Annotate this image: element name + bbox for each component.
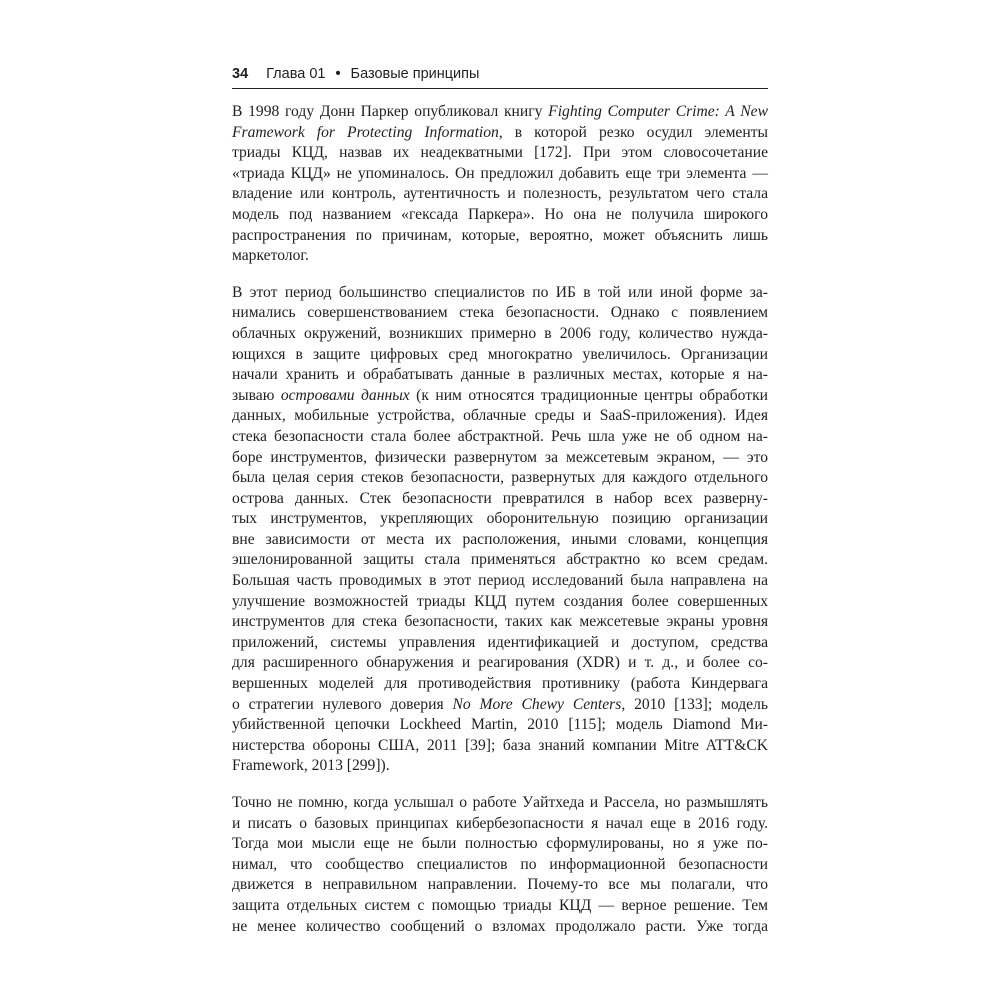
text-line bbox=[232, 345, 768, 366]
text-line bbox=[232, 695, 768, 716]
text-line bbox=[232, 736, 768, 757]
text-run: Framework, 2013 [299]). bbox=[232, 757, 390, 775]
text-run: владение или контроль, аутентичность и полезность, результатом чего стала bbox=[232, 185, 768, 203]
text-run: для расширенного обнаружения и реагирования (XDR) и т. д., и более со- bbox=[232, 654, 768, 672]
text-line bbox=[232, 814, 768, 835]
text-run: боре инструментов, физически развернутом за межсетевым экраном, — это bbox=[232, 448, 768, 466]
text-line bbox=[232, 756, 768, 777]
chapter-label: Глава 01 bbox=[266, 66, 326, 82]
text-run: инструментов для стека безопасности, таких как межсетевые экраны уровня bbox=[232, 613, 768, 631]
text-run: Большая часть проводимых в этот период исследований была направлена на bbox=[232, 572, 768, 590]
text-run: начали хранить и обрабатывать данные в различных местах, которые я на- bbox=[232, 366, 768, 384]
text-line bbox=[232, 571, 768, 592]
paragraph bbox=[232, 793, 768, 937]
text-run: о стратегии нулевого доверия bbox=[232, 695, 453, 713]
italic-title-run: островами данных bbox=[280, 386, 410, 404]
text-run: вершенных моделей для противодействия противнику (работа Киндервага bbox=[232, 675, 768, 693]
running-head bbox=[232, 64, 768, 89]
text-run: зываю bbox=[232, 386, 281, 404]
text-run: тых инструментов, укрепляющих оборонительную позицию организации bbox=[232, 510, 768, 528]
text-run: вне зависимости от места их расположения, иными словами, концепция bbox=[232, 530, 768, 548]
text-run: и писать о базовых принципах кибербезопасности я начал еще в 2016 году. bbox=[232, 814, 768, 832]
text-line bbox=[232, 427, 768, 448]
paragraph bbox=[232, 102, 768, 267]
text-run: нимались совершенствованием стека безопасности. Однако с появлением bbox=[232, 304, 768, 322]
text-line bbox=[232, 633, 768, 654]
text-line bbox=[232, 164, 768, 185]
text-run: маркетолог. bbox=[232, 247, 309, 265]
text-run: облачных окружений, возникших примерно в 2006 году, количество нужда- bbox=[232, 324, 768, 342]
text-line bbox=[232, 102, 768, 123]
text-run: эшелонированной защиты стала применяться абстрактно ко всем средам. bbox=[232, 551, 768, 569]
text-run: , в которой резко осудил элементы bbox=[498, 123, 768, 141]
text-run: , 2010 [133]; модель bbox=[621, 695, 768, 713]
text-run: нистерства обороны США, 2011 [39]; база знаний компании Mitre ATT&CK bbox=[232, 736, 768, 754]
text-run: улучшение возможностей триады КЦД путем создания более совершенных bbox=[232, 592, 768, 610]
text-line bbox=[232, 324, 768, 345]
italic-title-run: Framework for Protecting Information bbox=[232, 123, 499, 141]
text-line bbox=[232, 530, 768, 551]
text-run: стека безопасности стала более абстрактной. Речь шла уже не об одном на- bbox=[232, 427, 768, 445]
text-run: (к ним относятся традиционные центры обработки bbox=[409, 386, 768, 404]
text-line bbox=[232, 674, 768, 695]
paragraph bbox=[232, 283, 768, 777]
text-run: распространения по причинам, которые, вероятно, может объяснить лишь bbox=[232, 226, 768, 244]
text-run: острова данных. Стек безопасности превратился в набор всех разверну- bbox=[232, 489, 768, 507]
text-line bbox=[232, 123, 768, 144]
text-line bbox=[232, 834, 768, 855]
text-run: триады КЦД, назвав их неадекватными [172]. При этом словосочетание bbox=[232, 144, 768, 162]
text-line bbox=[232, 184, 768, 205]
text-line bbox=[232, 896, 768, 917]
text-line bbox=[232, 448, 768, 469]
text-line bbox=[232, 592, 768, 613]
text-line bbox=[232, 612, 768, 633]
text-run: Тогда мои мысли еще не были полностью сформулированы, но я уже по- bbox=[232, 835, 768, 853]
text-run: убийственной цепочки Lockheed Martin, 2010 [115]; модель Diamond Ми- bbox=[232, 716, 768, 734]
text-line bbox=[232, 303, 768, 324]
text-line bbox=[232, 283, 768, 304]
text-line bbox=[232, 855, 768, 876]
text-line bbox=[232, 550, 768, 571]
text-line bbox=[232, 205, 768, 226]
text-run: модель под названием «гексада Паркера». Но она не получила широкого bbox=[232, 205, 768, 223]
text-run: движется в неправильном направлении. Почему-то все мы полагали, что bbox=[232, 876, 768, 894]
text-line bbox=[232, 875, 768, 896]
italic-title-run: No More Chewy Centers bbox=[452, 695, 622, 713]
text-run: не менее количество сообщений о взломах продолжало расти. Уже тогда bbox=[232, 917, 768, 935]
text-run: была целая серия стеков безопасности, развернутых для каждого отдельного bbox=[232, 469, 768, 487]
text-line bbox=[232, 226, 768, 247]
text-run: Точно не помню, когда услышал о работе Уайтхеда и Рассела, но размышлять bbox=[232, 794, 768, 811]
book-page bbox=[232, 64, 768, 953]
text-run: приложений, системы управления идентификацией и доступом, средства bbox=[232, 633, 768, 651]
text-run: В 1998 году Донн Паркер опубликовал книгу bbox=[232, 103, 549, 120]
text-line bbox=[232, 246, 768, 267]
text-run: нимал, что сообщество специалистов по информационной безопасности bbox=[232, 855, 768, 873]
text-run: В этот период большинство специалистов по ИБ в той или иной форме за- bbox=[232, 283, 768, 301]
italic-title-run: Fighting Computer Crime: A New bbox=[548, 103, 768, 120]
text-line bbox=[232, 386, 768, 407]
text-line bbox=[232, 489, 768, 510]
text-line bbox=[232, 509, 768, 530]
text-line bbox=[232, 406, 768, 427]
text-line bbox=[232, 143, 768, 164]
text-run: «триада КЦД» не упоминалось. Он предложил добавить еще три элемента — bbox=[232, 164, 768, 182]
bullet-separator: • bbox=[335, 66, 341, 82]
text-line bbox=[232, 715, 768, 736]
text-line bbox=[232, 365, 768, 386]
text-run: данных, мобильные устройства, облачные среды и SaaS-приложения). Идея bbox=[232, 407, 768, 425]
text-line bbox=[232, 917, 768, 938]
text-line bbox=[232, 653, 768, 674]
section-title: Базовые принципы bbox=[350, 66, 480, 82]
body-text bbox=[232, 102, 768, 937]
text-run: защита отдельных систем с помощью триады КЦД — верное решение. Тем bbox=[232, 896, 768, 914]
text-line bbox=[232, 468, 768, 489]
text-line bbox=[232, 793, 768, 814]
text-run: ющихся в защите цифровых сред многократно увеличилось. Организации bbox=[232, 345, 768, 363]
page-number: 34 bbox=[232, 66, 249, 82]
